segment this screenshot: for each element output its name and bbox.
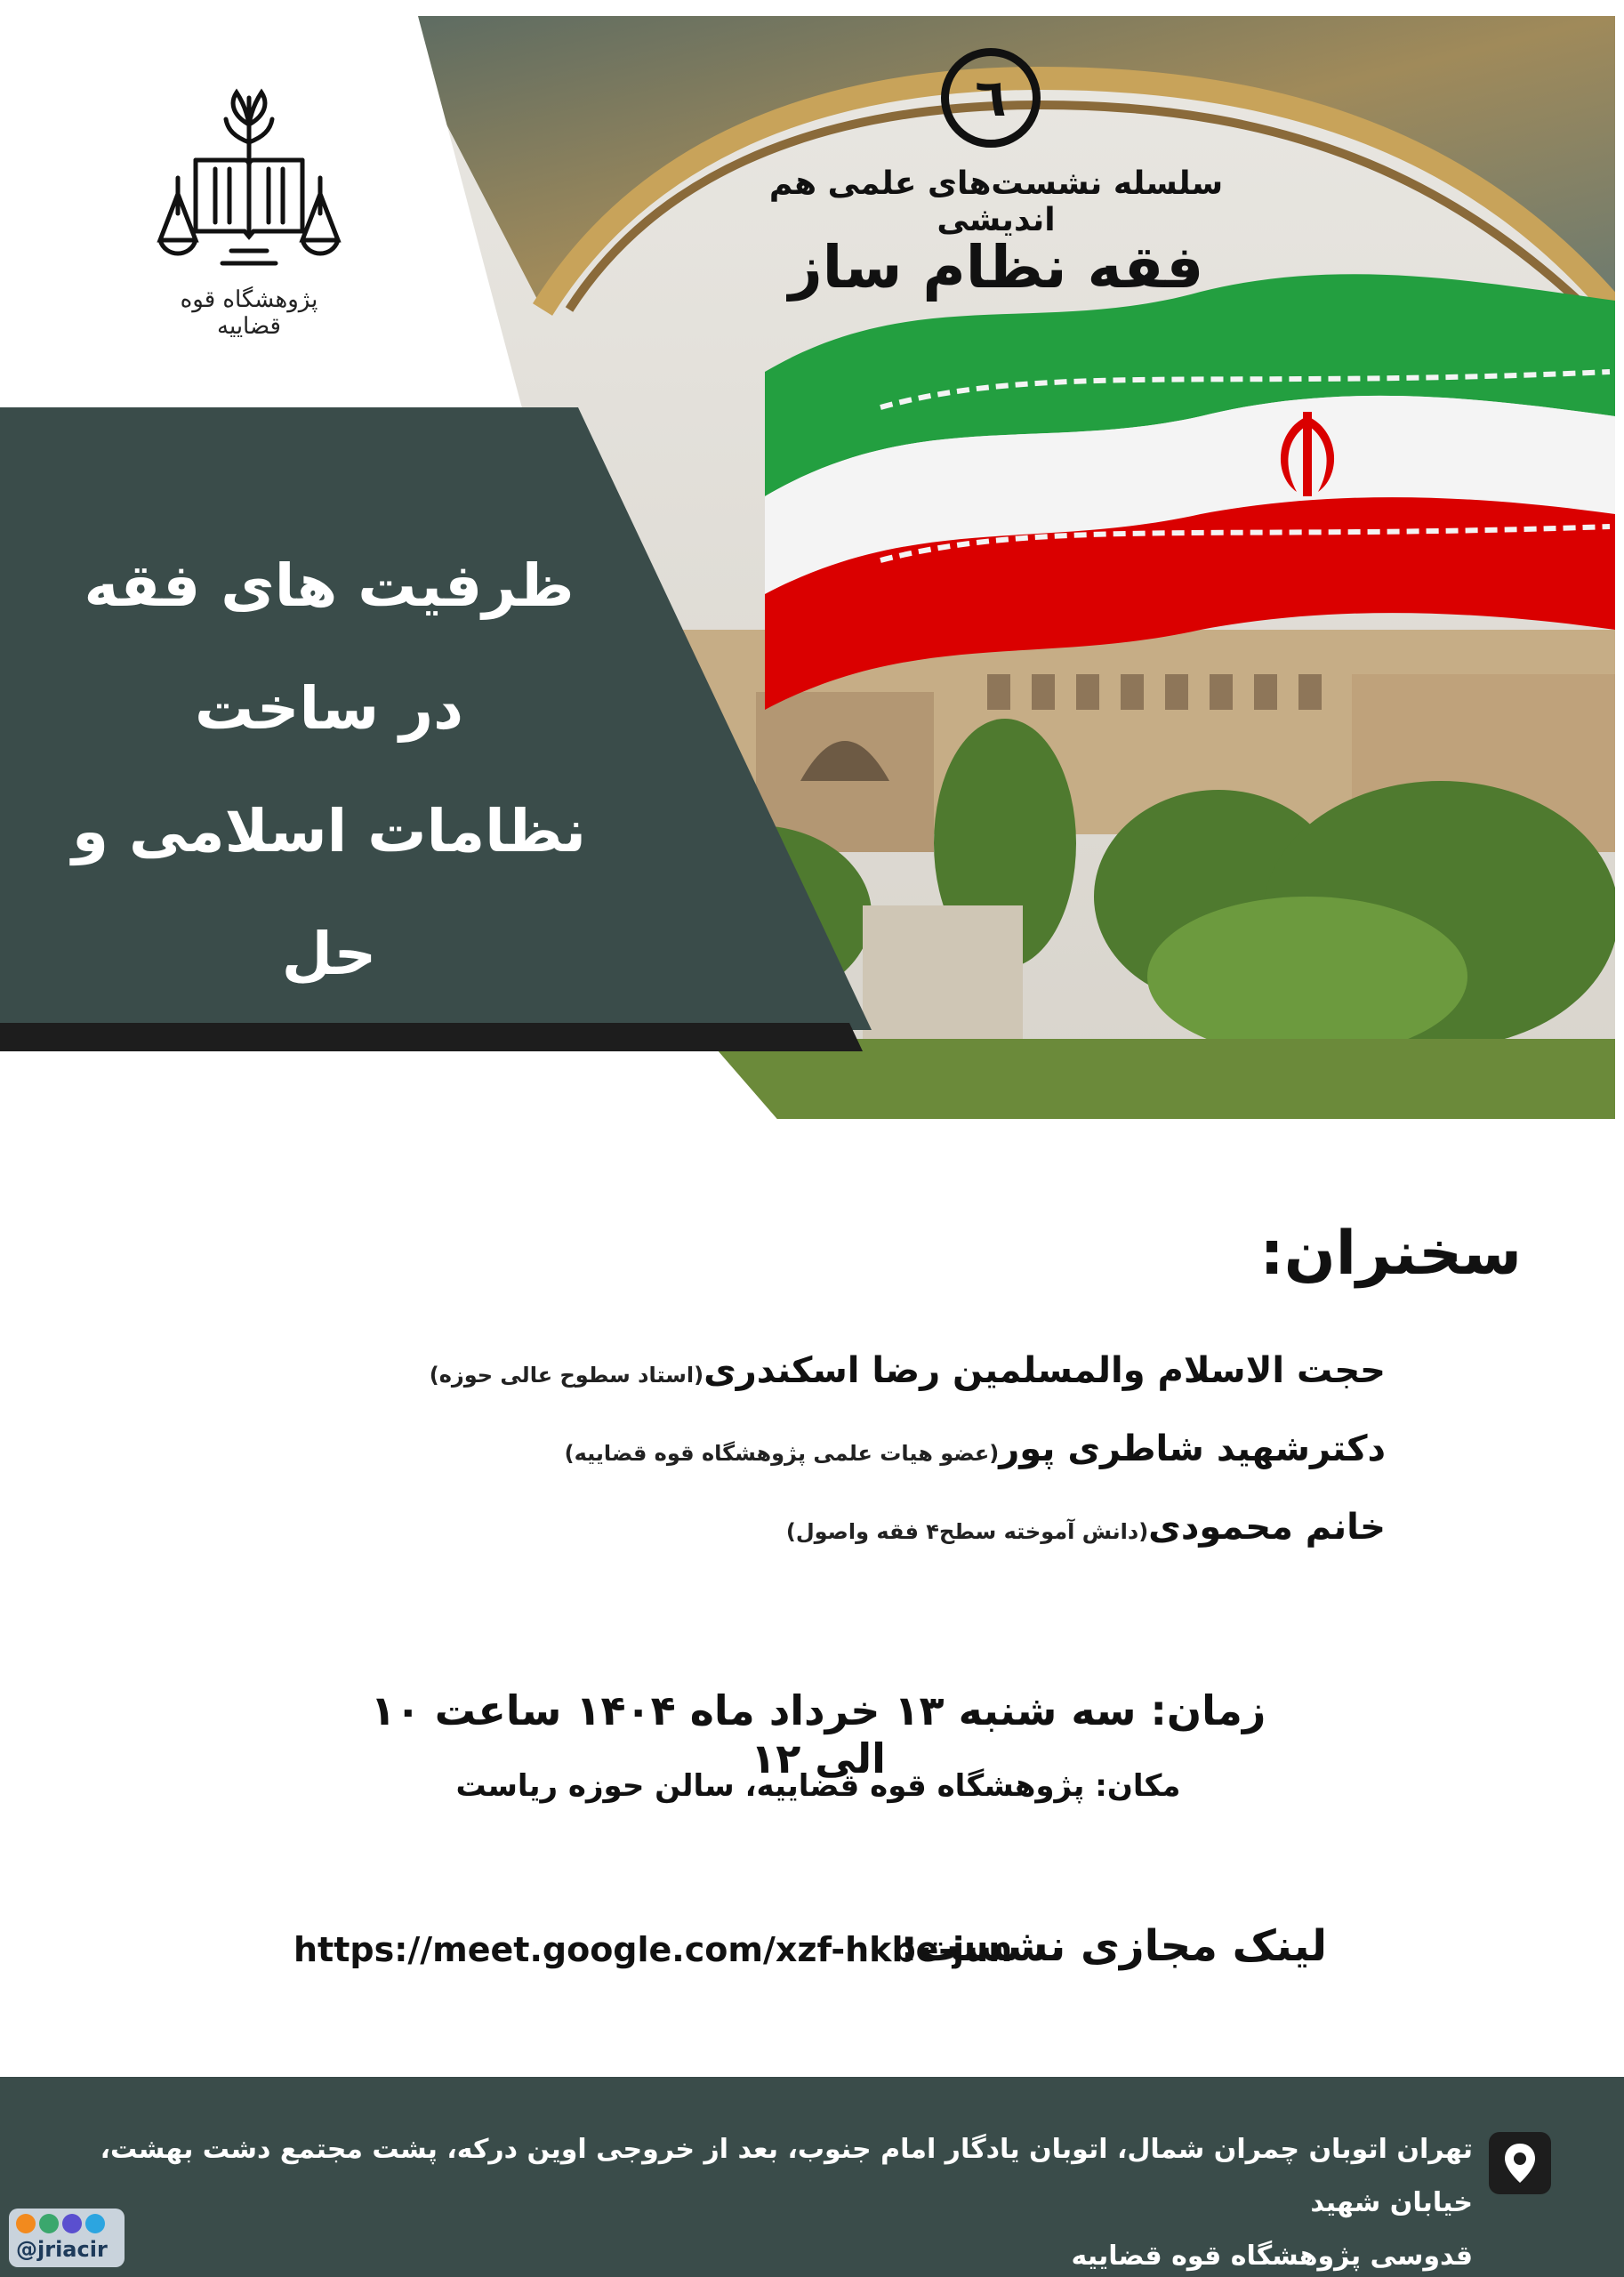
speaker-item bbox=[430, 1350, 1386, 1391]
social-handle[interactable]: @jriacir bbox=[16, 2237, 108, 2262]
speaker-name: دکترشهید شاطری پور bbox=[999, 1428, 1386, 1469]
location-pin-glyph bbox=[1502, 2142, 1538, 2184]
judiciary-scales-emblem-icon bbox=[151, 80, 347, 285]
speakers-heading: سخنران: bbox=[1259, 1219, 1522, 1289]
institute-logo bbox=[151, 80, 347, 338]
bale-icon bbox=[39, 2214, 59, 2233]
event-place: مکان: پژوهشگاه قوه قضاییه، سالن حوزه ریاست bbox=[455, 1768, 1181, 1804]
address-line-2: قدوسی پژوهشگاه قوه قضاییه bbox=[1071, 2241, 1473, 2272]
event-time: زمان: سه شنبه ۱۳ خرداد ماه ۱۴۰۴ ساعت ۱۰ الی ۱۲ bbox=[370, 1686, 1266, 1782]
main-title bbox=[53, 525, 605, 1261]
series-name: فقه نظام ساز bbox=[788, 233, 1204, 302]
rubika-icon bbox=[62, 2214, 82, 2233]
speaker-name: خانم محمودی bbox=[1148, 1507, 1386, 1548]
logo-caption: پژوهشگاه قوه قضاییه bbox=[180, 286, 318, 340]
eitaa-icon bbox=[16, 2214, 36, 2233]
speaker-item bbox=[565, 1428, 1386, 1469]
main-title-line-2: نظامات اسلامی و حل bbox=[71, 797, 587, 988]
speaker-item bbox=[786, 1507, 1386, 1548]
footer bbox=[0, 2077, 1624, 2277]
online-link-url[interactable]: https://meet.google.com/xzf-hkbe-jun bbox=[293, 1930, 1013, 1969]
online-link-label: لینک مجازی نشست: bbox=[900, 1921, 1327, 1971]
series-number-badge: ٦ bbox=[941, 48, 1041, 148]
address-line-1: تهران اتوبان چمران شمال، اتوبان یادگار امام جنوب، بعد از خروجی اوین درکه، پشت مجتمع دشت بهشت، خیابان شهید bbox=[100, 2134, 1473, 2218]
social-icons bbox=[16, 2214, 105, 2233]
main-title-line-3: چالش های نظام قضایی bbox=[93, 1042, 565, 1234]
location-pin-icon bbox=[1489, 2132, 1551, 2194]
address-text bbox=[68, 2123, 1473, 2277]
main-title-line-1: ظرفیت های فقه در ساخت bbox=[84, 551, 575, 743]
series-title: سلسله نشست‌های علمی هم اندیشی bbox=[768, 165, 1224, 238]
speaker-role: (استاد سطوح عالی حوزه) bbox=[429, 1363, 704, 1388]
social-badge bbox=[9, 2209, 125, 2267]
speaker-name: حجت الاسلام والمسلمین رضا اسکندری bbox=[703, 1350, 1386, 1391]
speaker-role: (دانش آموخته سطح۴ فقه واصول) bbox=[785, 1519, 1149, 1544]
speaker-role: (عضو هیات علمی پژوهشگاه قوه قضاییه) bbox=[564, 1441, 1000, 1466]
telegram-icon bbox=[85, 2214, 105, 2233]
